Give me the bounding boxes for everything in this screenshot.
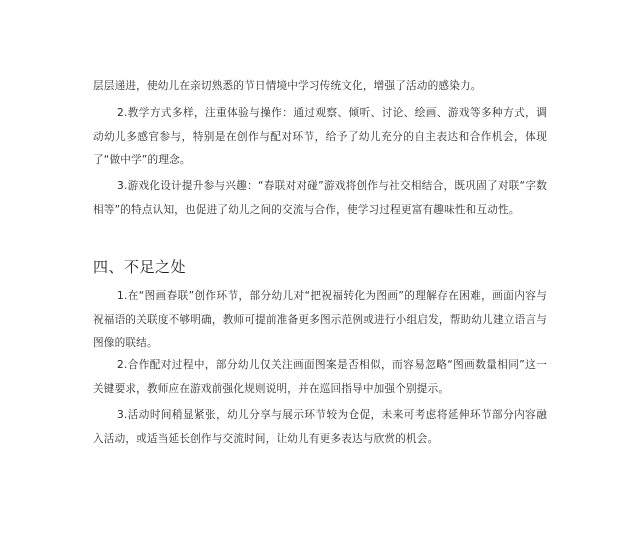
weakness-item-2: 2.合作配对过程中，部分幼儿仅关注画面图案是否相似，而容易忽略“图画数量相同”这一关键要求，教师应在游戏前强化规则说明，并在巡回指导中加强个别提示。 [93, 359, 547, 395]
section-title: 四、不足之处 [93, 258, 187, 276]
weakness-item-1: 1.在“图画春联”创作环节，部分幼儿对“把祝福转化为图画”的理解存在困难，画面内容与祝福语的关联度不够明确，教师可提前准备更多图示范例或进行小组启发，帮助幼儿建立语言与图像的联结。 [93, 290, 547, 349]
intro-tail-paragraph: 层层递进，使幼儿在亲切熟悉的节日情境中学习传统文化，增强了活动的感染力。 [93, 80, 482, 92]
strength-item-2: 2.教学方式多样，注重体验与操作：通过观察、倾听、讨论、绘画、游戏等多种方式，调动幼儿多感官参与，特别是在创作与配对环节，给予了幼儿充分的自主表达和合作机会，体现了“做中学”的理念。 [93, 107, 547, 166]
weakness-item-3: 3.活动时间稍显紧张，幼儿分享与展示环节较为仓促，未来可考虑将延伸环节部分内容融入活动，或适当延长创作与交流时间，让幼儿有更多表达与欣赏的机会。 [93, 409, 547, 445]
strength-item-3: 3.游戏化设计提升参与兴趣：“春联对对碰”游戏将创作与社交相结合，既巩固了对联“字数相等”的特点认知，也促进了幼儿之间的交流与合作，使学习过程更富有趣味性和互动性。 [93, 180, 547, 216]
